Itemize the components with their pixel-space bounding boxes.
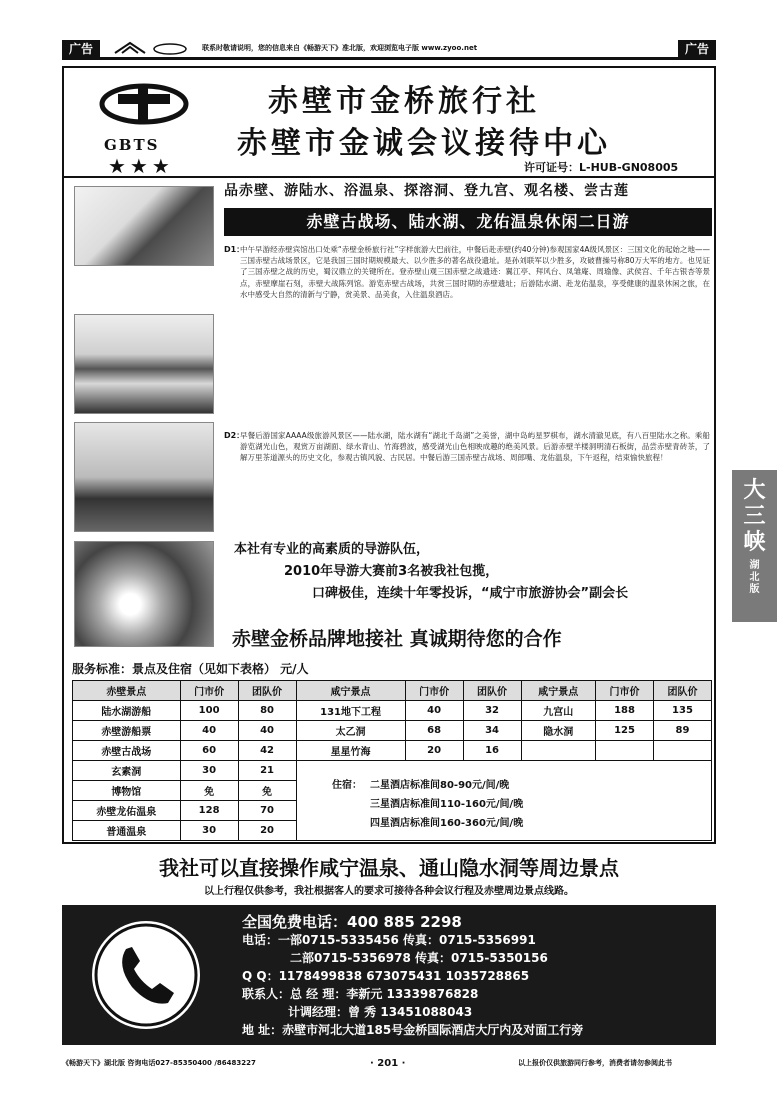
table-cell: 42 [238, 741, 296, 761]
table-header-cell: 团队价 [463, 681, 521, 701]
day2-text: 早餐后游国家AAAA级旅游风景区——陆水湖，陆水湖有“湖北千岛湖”之美誉，湖中岛屿星罗棋布，湖水清澈见底，有八百里陆水之称。乘船游览湖光山色，观赏万亩湖面、绿水青山、竹海碧波，感受湖光山色相映成趣的绝美风景。后游赤壁羊楼洞明清石板街，品尝赤壁青砖茶，了解万里茶道源头的历史文化，参观古镇风貌、古民居。中餐后游三国赤壁古战场、周郎嘴、龙佑温泉，下午返程，结束愉快旅程！ [240, 431, 710, 463]
lodging-title: 住宿： [332, 780, 362, 791]
table-cell: 128 [180, 801, 238, 821]
slogan-line-2: 2010年导游大赛前3名被我社包揽， [284, 564, 499, 579]
table-cell [521, 801, 596, 821]
table-cell: 免 [238, 781, 296, 801]
table-cell: 赤壁古战场 [73, 741, 181, 761]
table-cell [653, 761, 711, 781]
table-cell: 125 [596, 721, 654, 741]
qq-numbers: Q Q：1178499838 673075431 1035728865 [242, 969, 530, 983]
side-tab [732, 470, 777, 622]
table-cell: 九宫山 [521, 701, 596, 721]
table-cell: 100 [180, 701, 238, 721]
attractions-line: 品赤壁、游陆水、浴温泉、探溶洞、登九宫、观名楼、尝古莲 [224, 183, 629, 199]
table-cell [596, 761, 654, 781]
page-number: · 201 · [370, 1058, 406, 1069]
ad-tag-right: 广告 [678, 40, 716, 58]
footer-right: 以上报价仅供旅游同行参考，消费者请勿参阅此书 [518, 1059, 672, 1067]
table-header-row [73, 681, 712, 701]
table-cell: 80 [238, 701, 296, 721]
table-header-cell: 咸宁景点 [521, 681, 596, 701]
top-notice: 联系时敬请说明，您的信息来自《畅游天下》准北版，欢迎浏览电子版 www.zyoo.net [202, 44, 478, 52]
phone-icon [92, 921, 200, 1029]
phone-line-2: 二部0715-5356978 传真：0715-5350156 [290, 951, 548, 965]
table-cell: 21 [238, 761, 296, 781]
lodging-list [370, 776, 523, 833]
hotline: 全国免费电话：400 885 2298 [242, 913, 462, 931]
service-title: 服务标准：景点及住宿（见如下表格） 元/人 [72, 662, 309, 676]
day1-label: D1： [224, 245, 245, 254]
table-cell: 70 [238, 801, 296, 821]
table-header-cell: 团队价 [238, 681, 296, 701]
table-cell: 普通温泉 [73, 821, 181, 841]
table-row [73, 721, 712, 741]
contact-person-2: 计调经理：曾 秀 13451088043 [288, 1005, 473, 1019]
lodging-item: 二星酒店标准间80-90元/间/晚 [370, 780, 510, 791]
table-cell: 博物馆 [73, 781, 181, 801]
table-cell [653, 741, 711, 761]
day1-text: 中午早游经赤壁宾馆出口处乘“赤壁金桥旅行社”字样旅游大巴前往，中餐后赴赤壁(约40分钟)参观国家4A级风景区：三国文化的起始之地——三国赤壁古战场景区，它是我国三国时期规模最大、以少胜多的著名战役遗址。是孙刘联军以少胜多，攻破曹操号称80万大军的地方。也见证了三国赤壁之战的历史，蜀汉鼎立的关键所在。登赤壁山观三国赤壁之战遗迹：翼江亭、拜风台、凤雏庵、周瑜像、武侯宫、千年古银杏等景点，赤壁摩崖石刻，赤壁大战陈列馆。游览赤壁古战场，共赏三国时期的赤壁遗址；后游陆水湖、赴龙佑温泉，享受健康的温泉休闲之旅，在水中感受大自然的清新与宁静，赏美景、品美食，入住温泉酒店。 [240, 245, 710, 299]
footer-left: 《畅游天下》湖北版 咨询电话027-85350400 /86483227 [62, 1059, 256, 1067]
hot-spring-photo [74, 541, 214, 647]
pavilion-photo [74, 422, 214, 532]
table-cell [596, 781, 654, 801]
contact-panel [62, 905, 716, 1045]
table-cell [596, 741, 654, 761]
table-cell: 68 [405, 721, 463, 741]
bottom-note: 以上行程仅供参考，我社根据客人的要求可接待各种会议行程及赤壁周边景点线路。 [204, 886, 574, 897]
magazine-logo-icon [110, 39, 190, 57]
table-cell: 40 [180, 721, 238, 741]
logo-text: GBTS [104, 136, 160, 154]
lake-photo [74, 314, 214, 414]
table-cell: 20 [238, 821, 296, 841]
table-cell: 玄素洞 [73, 761, 181, 781]
cliff-photo [74, 186, 214, 266]
address: 地 址：赤壁市河北大道185号金桥国际酒店大厅内及对面工行旁 [242, 1023, 584, 1037]
table-cell [521, 761, 596, 781]
table-cell: 隐水洞 [521, 721, 596, 741]
table-cell: 20 [405, 741, 463, 761]
table-header-cell: 门市价 [405, 681, 463, 701]
ad-tag-left: 广告 [62, 40, 100, 58]
side-subtitle: 湖北版 [749, 560, 760, 595]
table-header-cell: 门市价 [180, 681, 238, 701]
tour-banner: 赤壁古战场、陆水湖、龙佑温泉休闲二日游 [224, 208, 712, 236]
table-cell [653, 821, 711, 841]
table-cell [653, 801, 711, 821]
table-cell: 60 [180, 741, 238, 761]
table-row [73, 701, 712, 721]
table-cell: 星星竹海 [296, 741, 405, 761]
table-cell: 免 [180, 781, 238, 801]
license-number: 许可证号：L-HUB-GN08005 [524, 161, 679, 174]
top-bar [62, 38, 716, 60]
bottom-banner: 我社可以直接操作咸宁温泉、通山隐水洞等周边景点 [159, 856, 619, 880]
table-cell: 16 [463, 741, 521, 761]
table-header-cell: 赤壁景点 [73, 681, 181, 701]
table-cell [521, 741, 596, 761]
star-rating: ★★★ [108, 154, 174, 178]
agency-title: 赤壁市金桥旅行社 [268, 84, 540, 119]
table-cell: 34 [463, 721, 521, 741]
table-row [73, 741, 712, 761]
table-cell: 131地下工程 [296, 701, 405, 721]
table-cell: 32 [463, 701, 521, 721]
table-cell: 陆水湖游船 [73, 701, 181, 721]
table-cell: 30 [180, 761, 238, 781]
table-cell: 太乙洞 [296, 721, 405, 741]
table-cell [521, 821, 596, 841]
ad-frame [62, 66, 716, 844]
table-header-cell: 团队价 [653, 681, 711, 701]
table-header-cell: 咸宁景点 [296, 681, 405, 701]
side-title: 大三峡 [743, 478, 766, 555]
phone-line-1: 电话：一部0715-5335456 传真：0715-5356991 [242, 933, 536, 947]
table-cell: 188 [596, 701, 654, 721]
table-cell [521, 781, 596, 801]
brand-line: 赤壁金桥品牌地接社 真诚期待您的合作 [232, 628, 562, 650]
table-cell [596, 801, 654, 821]
table-cell: 赤壁龙佑温泉 [73, 801, 181, 821]
table-cell: 30 [180, 821, 238, 841]
slogan-line-3: 口碑极佳，连续十年零投诉，“咸宁市旅游协会”副会长 [312, 586, 629, 601]
table-cell [596, 821, 654, 841]
table-cell: 40 [238, 721, 296, 741]
table-cell: 40 [405, 701, 463, 721]
lodging-item: 四星酒店标准间160-360元/间/晚 [370, 818, 524, 829]
table-cell: 89 [653, 721, 711, 741]
table-cell [653, 781, 711, 801]
table-cell: 135 [653, 701, 711, 721]
contact-person-1: 联系人：总 经 理：李新元 13339876828 [242, 987, 479, 1001]
day2-label: D2： [224, 431, 245, 440]
table-header-cell: 门市价 [596, 681, 654, 701]
lodging-item: 三星酒店标准间110-160元/间/晚 [370, 799, 524, 810]
center-title: 赤壁市金诚会议接待中心 [237, 126, 611, 161]
slogan-line-1: 本社有专业的高素质的导游队伍， [234, 542, 430, 557]
table-cell: 赤壁游船票 [73, 721, 181, 741]
